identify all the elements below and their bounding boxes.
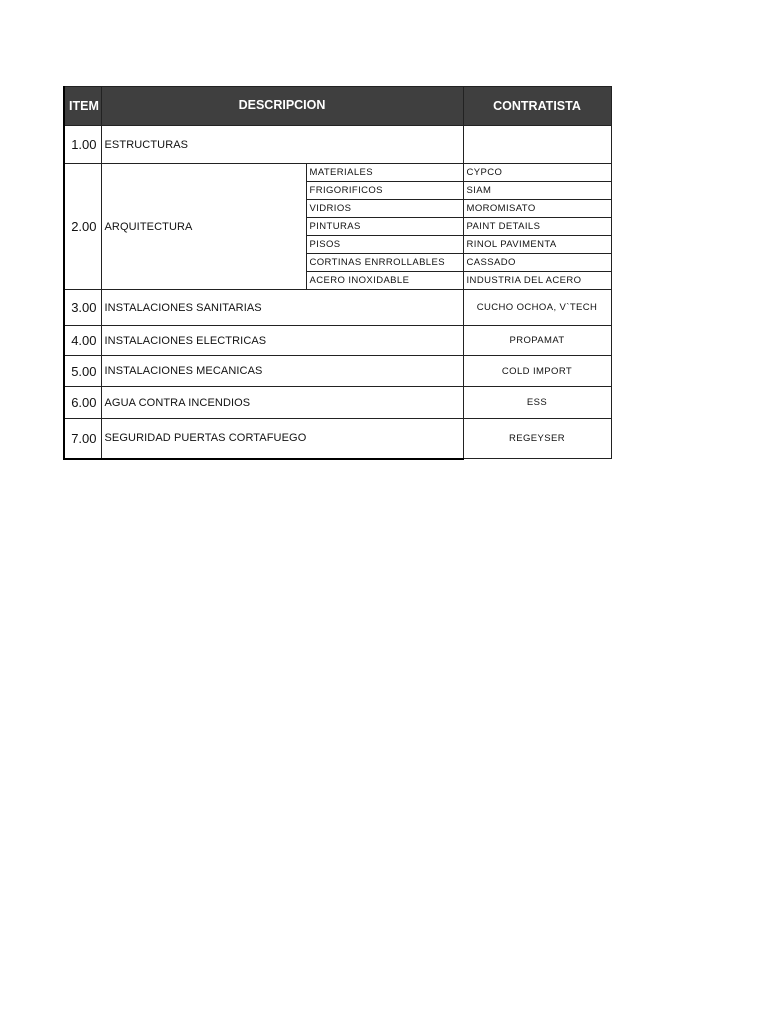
subitem-name: MATERIALES [306, 164, 463, 182]
table-row [64, 356, 611, 387]
item-number: 5.00 [64, 356, 101, 387]
table-row [64, 387, 611, 419]
item-number: 3.00 [64, 290, 101, 326]
item-description: INSTALACIONES ELECTRICAS [101, 326, 463, 356]
item-number: 4.00 [64, 326, 101, 356]
contractor-sheet [63, 86, 610, 460]
item-contractor [463, 126, 611, 164]
header-item: ITEM [64, 87, 101, 126]
subitem-contractor: SIAM [463, 182, 611, 200]
table-row [64, 290, 611, 326]
item-contractor: ESS [463, 387, 611, 419]
contractor-table [63, 86, 612, 460]
item-number: 2.00 [64, 164, 101, 290]
header-descripcion: DESCRIPCION [101, 87, 463, 126]
subitem-name: VIDRIOS [306, 200, 463, 218]
item-number: 7.00 [64, 419, 101, 459]
table-row [64, 419, 611, 459]
subitem-contractor: INDUSTRIA DEL ACERO [463, 272, 611, 290]
item-description: ARQUITECTURA [101, 164, 306, 290]
header-row [64, 87, 611, 126]
subitem-name: FRIGORIFICOS [306, 182, 463, 200]
table-row [64, 126, 611, 164]
subitem-contractor: MOROMISATO [463, 200, 611, 218]
table-row [64, 326, 611, 356]
subitem-name: ACERO INOXIDABLE [306, 272, 463, 290]
subitem-name: PINTURAS [306, 218, 463, 236]
subitem-name: PISOS [306, 236, 463, 254]
item-contractor: CUCHO OCHOA, V`TECH [463, 290, 611, 326]
item-contractor: COLD IMPORT [463, 356, 611, 387]
item-description: AGUA CONTRA INCENDIOS [101, 387, 463, 419]
subitem-contractor: CYPCO [463, 164, 611, 182]
table-row [64, 164, 611, 182]
subitem-contractor: PAINT DETAILS [463, 218, 611, 236]
item-contractor: REGEYSER [463, 419, 611, 459]
header-contratista: CONTRATISTA [463, 87, 611, 126]
item-description: INSTALACIONES SANITARIAS [101, 290, 463, 326]
item-number: 1.00 [64, 126, 101, 164]
item-description: INSTALACIONES MECANICAS [101, 356, 463, 387]
subitem-contractor: CASSADO [463, 254, 611, 272]
subitem-name: CORTINAS ENRROLLABLES [306, 254, 463, 272]
item-description: ESTRUCTURAS [101, 126, 463, 164]
item-contractor: PROPAMAT [463, 326, 611, 356]
item-description: SEGURIDAD PUERTAS CORTAFUEGO [101, 419, 463, 459]
item-number: 6.00 [64, 387, 101, 419]
subitem-contractor: RINOL PAVIMENTA [463, 236, 611, 254]
